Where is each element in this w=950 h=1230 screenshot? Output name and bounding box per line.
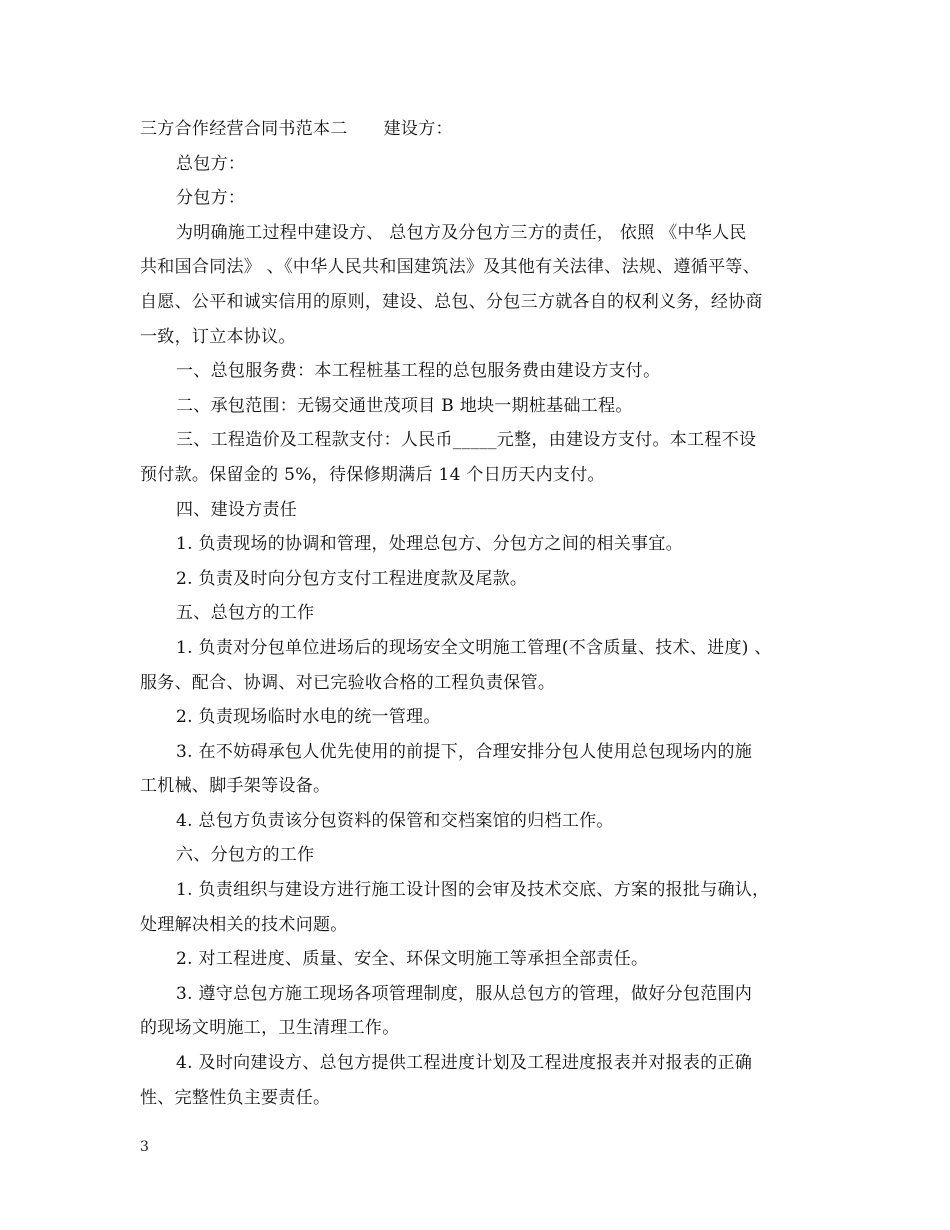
document-title: 三方合作经营合同书范本二 [140,119,348,139]
section-6-item-1-line-1: 1. 负责组织与建设方进行施工设计图的会审及技术交底、方案的报批与确认， [176,880,770,901]
section-5-item-4: 4. 总包方负责该分包资料的保管和交档案馆的归档工作。 [176,810,614,831]
section-6-heading: 六、分包方的工作 [176,845,315,866]
clause-3-payment-line-1: 三、工程造价及工程款支付：人民币_____元整，由建设方支付。本工程不设 [176,430,757,451]
section-6-item-1-line-2: 处理解决相关的技术问题。 [140,914,348,935]
clause-1-service-fee: 一、总包服务费：本工程桩基工程的总包服务费由建设方支付。 [176,361,661,382]
title-line [140,112,820,147]
section-6-item-4-line-2: 性、完整性负主要责任。 [140,1087,331,1108]
section-6-item-4-line-1: 4. 及时向建设方、总包方提供工程进度计划及工程进度报表并对报表的正确 [176,1053,753,1074]
clause-3-payment-line-2: 预付款。保留金的 5%，待保修期满后 14 个日历天内支付。 [140,464,605,485]
party-subcontractor-label: 分包方： [176,188,246,209]
section-4-item-2: 2. 负责及时向分包方支付工程进度款及尾款。 [176,568,528,589]
section-5-item-3-line-1: 3. 在不妨碍承包人优先使用的前提下，合理安排分包人使用总包现场内的施 [176,741,753,762]
section-6-item-2: 2. 对工程进度、质量、安全、环保文明施工等承担全部责任。 [176,949,649,970]
preamble-line-3: 自愿、公平和诚实信用的原则，建设、总包、分包三方就各自的权利义务，经协商 [140,291,763,312]
section-4-heading: 四、建设方责任 [176,499,298,520]
page-number: 3 [140,1139,149,1155]
section-4-item-1: 1. 负责现场的协调和管理，处理总包方、分包方之间的相关事宜。 [176,534,683,555]
party-general-contractor-label: 总包方： [176,153,246,174]
section-5-item-3-line-2: 工机械、脚手架等设备。 [140,776,331,797]
section-5-heading: 五、总包方的工作 [176,603,315,624]
section-6-item-3-line-1: 3. 遵守总包方施工现场各项管理制度，服从总包方的管理，做好分包范围内 [176,983,753,1004]
section-5-item-1-line-1: 1. 负责对分包单位进场后的现场安全文明施工管理(不含质量、技术、进度) 、 [176,637,772,658]
section-6-item-3-line-2: 的现场文明施工，卫生清理工作。 [140,1018,400,1039]
section-5-item-1-line-2: 服务、配合、协调、对已完验收合格的工程负责保管。 [140,672,556,693]
preamble-line-2: 共和国合同法》 、《中华人民共和国建筑法》及其他有关法律、法规、遵循平等、 [140,257,761,278]
preamble-line-4: 一致，订立本协议。 [140,326,296,347]
party-builder-label: 建设方： [383,119,453,139]
document-body [140,112,820,1115]
section-5-item-2: 2. 负责现场临时水电的统一管理。 [176,707,441,728]
preamble-line-1: 为明确施工过程中建设方、 总包方及分包方三方的责任， 依照 《中华人民 [176,222,747,243]
clause-2-scope: 二、承包范围：无锡交通世茂项目 B 地块一期桩基础工程。 [176,395,633,416]
